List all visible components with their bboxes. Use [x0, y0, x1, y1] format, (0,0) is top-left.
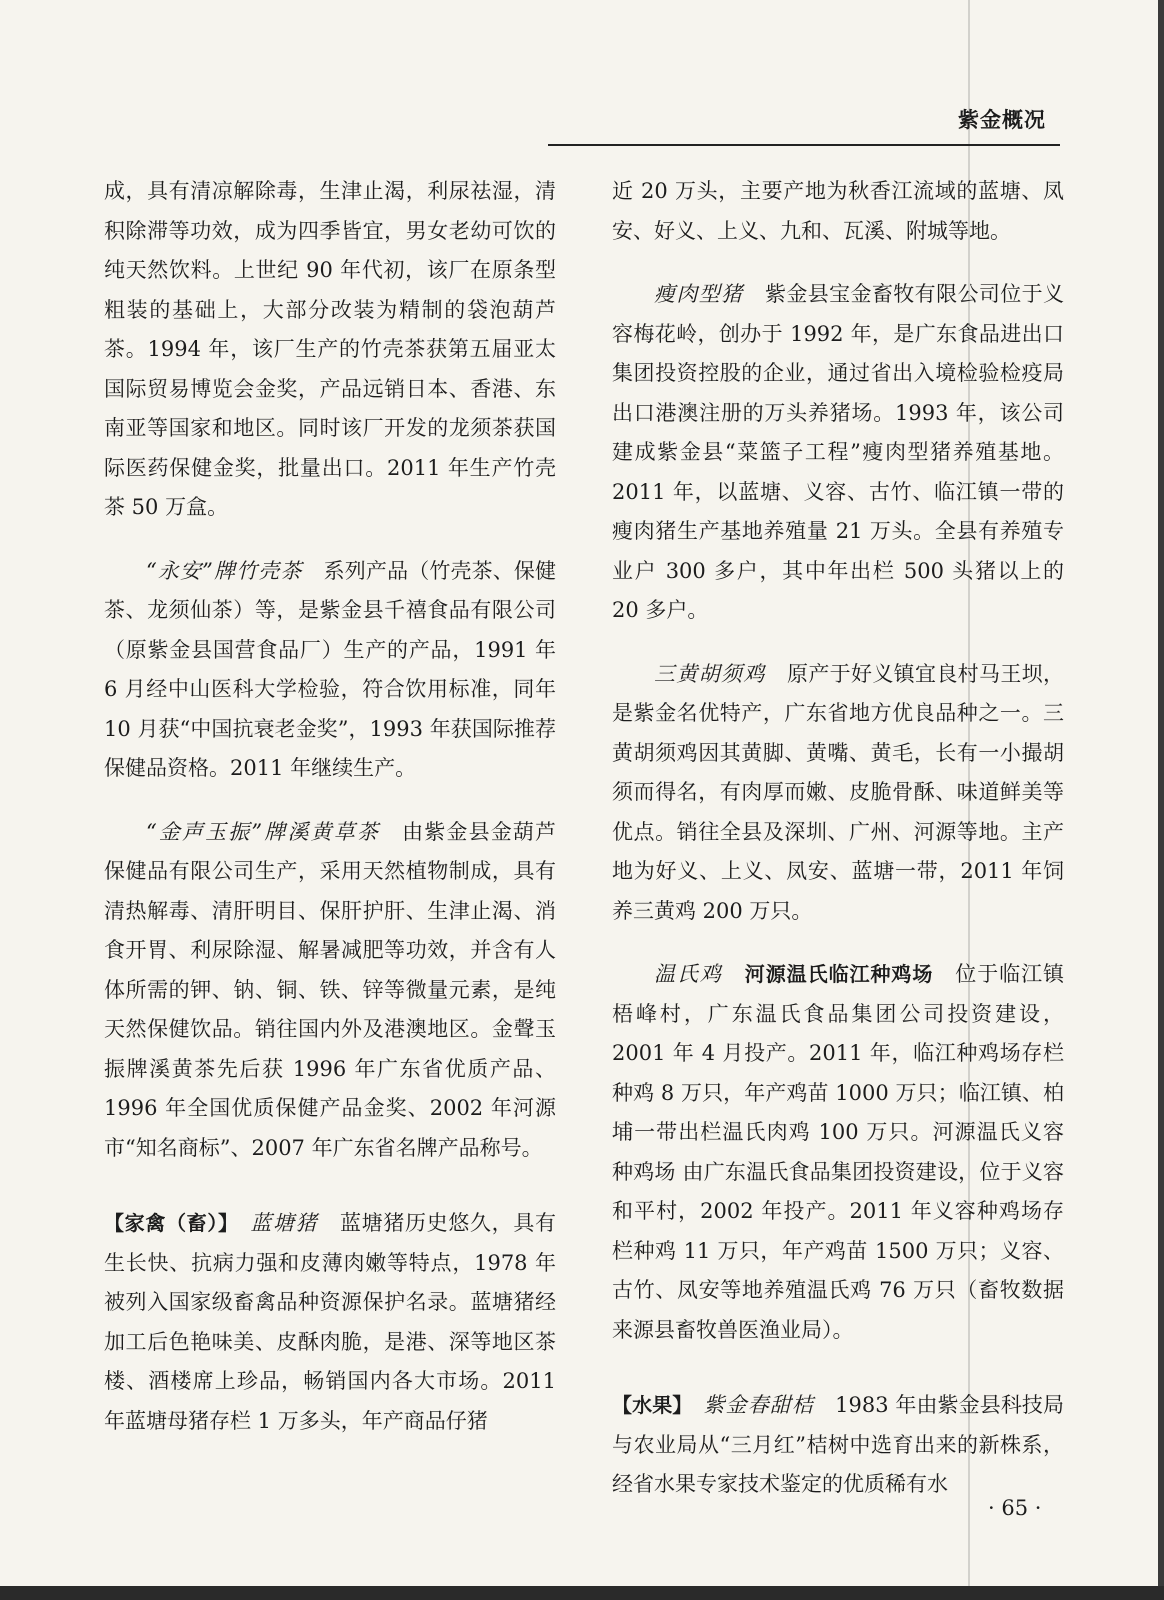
entry-term: 蓝塘猪	[250, 1211, 319, 1235]
entry-text: 由紫金县金葫芦保健品有限公司生产，采用天然植物制成，具有清热解毒、清肝明目、保肝护肝、生津止渴、消食开胃、利尿除湿、解暑减肥等功效，并含有人体所需的钾、钠、铜、铁、锌等微量元素，是纯天然保健饮品。销往国内外及港澳地区。金聲玉振牌溪黄茶先后获 1996 年广东省优质产品、1996 年全国优质保健产品金奖、2002 年河源市“知名商标”、2007 年广东省名牌产品称号。	[104, 819, 556, 1160]
entry-text: 紫金县宝金畜牧有限公司位于义容梅花岭，创办于 1992 年，是广东食品进出口集团投资控股的企业，通过省出入境检验检疫局出口港澳注册的万头养猪场。1993 年，该公司建成紫金县“菜篮子工程”瘦肉型猪养殖基地。2011 年，以蓝塘、义容、古竹、临江镇一带的瘦肉猪生产基地养殖量 21 万头。全县有养殖专业户 300 多户，其中年出栏 500 头猪以上的 20 多户。	[612, 282, 1065, 622]
right-column	[612, 172, 1064, 1505]
entry-term: 紫金春甜桔	[703, 1393, 815, 1417]
right-paragraph-1: 近 20 万头，主要产地为秋香江流域的蓝塘、凤安、好义、上义、九和、瓦溪、附城等地。	[612, 179, 1064, 243]
left-column	[104, 172, 556, 1441]
entry-term: 温氏鸡	[654, 962, 723, 986]
section-label: 【家禽（畜）】	[104, 1211, 229, 1235]
entry-term: 三黄胡须鸡	[654, 661, 766, 686]
entry-term: “永安”牌竹壳茶	[146, 558, 303, 583]
right-paragraph-5	[612, 1386, 1064, 1505]
left-paragraph-1: 成，具有清凉解除毒，生津止渴，利尿祛湿，清积除滞等功效，成为四季皆宜，男女老幼可饮的纯天然饮料。上世纪 90 年代初，该厂在原条型粗装的基础上，大部分改装为精制的袋泡葫芦茶。1994 年，该厂生产的竹壳茶获第五届亚太国际贸易博览会金奖，产品远销日本、香港、东南亚等国家和地区。同时该厂开发的龙须茶获国际医药保健金奖，批量出口。2011 年生产竹壳茶 50 万盒。	[104, 179, 556, 519]
entry-text: 蓝塘猪历史悠久，具有生长快、抗病力强和皮薄肉嫩等特点，1978 年被列入国家级畜禽品种资源保护名录。蓝塘猪经加工后色艳味美、皮酥肉脆，是港、深等地区茶楼、酒楼席上珍品，畅销国内各大市场。2011 年蓝塘母猪存栏 1 万多头，年产商品仔猪	[104, 1211, 557, 1433]
left-paragraph-4	[104, 1204, 556, 1441]
entry-text: 原产于好义镇宜良村马王坝，是紫金名优特产，广东省地方优良品种之一。三黄胡须鸡因其黄脚、黄嘴、黄毛，长有一小撮胡须而得名，有肉厚而嫩、皮脆骨酥、味道鲜美等优点。销往全县及深圳、广州、河源等地。主产地为好义、上义、凤安、蓝塘一带，2011 年饲养三黄鸡 200 万只。	[612, 661, 1065, 923]
right-paragraph-4	[612, 955, 1064, 1350]
entry-term: “金声玉振”牌溪黄草茶	[146, 819, 381, 844]
section-label: 【水果】	[612, 1393, 683, 1417]
right-paragraph-3	[612, 655, 1064, 932]
scan-bottom-edge	[0, 1586, 1164, 1600]
right-paragraph-2	[612, 275, 1064, 631]
scan-right-edge	[1158, 0, 1164, 1600]
page-number: · 65 ·	[988, 1496, 1042, 1520]
entry-term: 瘦肉型猪	[654, 282, 744, 306]
left-paragraph-2	[104, 552, 556, 789]
entry-strong: 河源温氏临江种鸡场	[744, 962, 934, 986]
left-paragraph-3	[104, 813, 556, 1169]
entry-text: 位于临江镇梧峰村，广东温氏食品集团公司投资建设，2001 年 4 月投产。2011 年，临江种鸡场存栏种鸡 8 万只，年产鸡苗 1000 万只；临江镇、柏埔一带出栏温氏肉鸡 100 万只。河源温氏义容种鸡场 由广东温氏食品集团投资建设，位于义容和平村，2002 年投产。2011 年义容种鸡场存栏种鸡 11 万只，年产鸡苗 1500 万只；义容、古竹、凤安等地养殖温氏鸡 76 万只（畜牧数据来源县畜牧兽医渔业局）。	[612, 962, 1065, 1342]
header-title: 紫金概况	[958, 108, 1046, 132]
running-header	[548, 98, 1060, 146]
entry-text: 系列产品（竹壳茶、保健茶、龙须仙茶）等，是紫金县千禧食品有限公司（原紫金县国营食品厂）生产的产品，1991 年 6 月经中山医科大学检验，符合饮用标准，同年 10 月获“中国抗衰老金奖”，1993 年获国际推荐保健品资格。2011 年继续生产。	[104, 558, 556, 780]
entry-text: 1983 年由紫金县科技局与农业局从“三月红”桔树中选育出来的新株系，经省水果专家技术鉴定的优质稀有水	[612, 1393, 1065, 1496]
